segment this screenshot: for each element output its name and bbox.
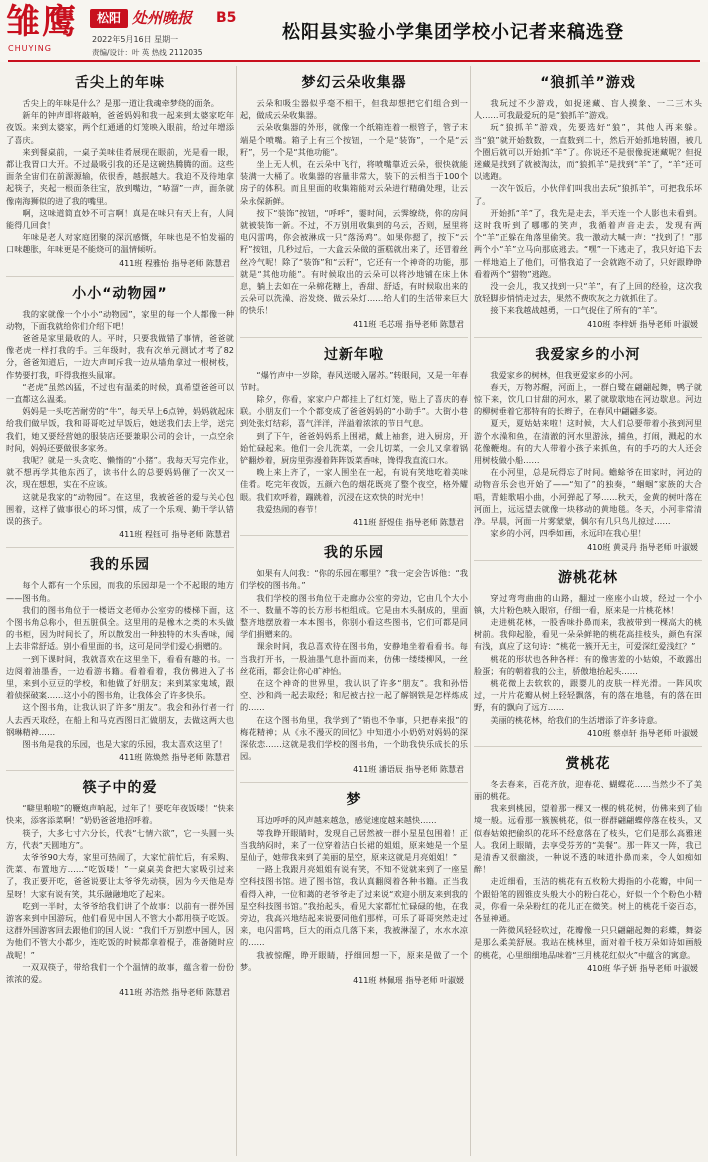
article-paragraph: 一路上我跟月亮姐姐有说有笑，不知不觉就来到了一座星空科技图书馆。进了图书馆，我认真翻阅着各种书籍。正当我看得入神，一位和蔼的老爷爷走了过来说“欢迎小朋友来到我的星空科技图书馆。”我抬起头，看见大家都忙忙碌碌的他，在我旁边，我高兴地结起来说要同他们那样，可乐了哥哥突然走过来，电闪雷鸣，巨大的雨点几落下来，我被淋湿了，水水水凉的…… [240,864,468,948]
header-divider [8,60,700,62]
article-paragraph: 走近细看，玉洁的桃花有五枚粉大拇指的小花瓣，中间一个跟铅笔的圆锥皮头般大小的粉白花心，好似一个个粉色小精灵，你看一朵朵粉红的花儿正在微笑。树上的桃花千姿百态，各显神通。 [474,876,702,923]
article-body [240,814,468,973]
article-paragraph: 这个图书角，让我认识了许多“朋友”。我会和孙行者一行人去西天取经，在船上和马克西图日汇做朋友，去做这两大也钢琳精神…… [6,702,234,737]
article-title: 我的乐园 [90,557,150,574]
page-number: B5 [216,10,237,26]
article-paragraph: “爆竹声中一岁除，春风送暖入屠苏。”转眼间，又是一年春节时。 [240,369,468,392]
article-byline: 411班 林佩瑶 指导老师 叶淑媛 [353,975,464,985]
article-paragraph: 我爱热闹的春节！ [256,503,322,514]
article-paragraph: 晚上来上齐了，一家人围坐在一起，有说有笑地吃着美味佳肴。吃完年夜饭，五颜六色的烟花既亮了整个夜空，格外耀眼。我们欢呼着，蹦跳着，沉浸在这欢快的时光中！ [240,467,468,502]
article-paragraph: 来到餐桌前，一桌子美味佳肴展现在眼前，光是看一眼，都让我胃口大开。不过最吸引我的还是这碗热腾腾的面。这些面条全宙们在前源源输，依很香，越抿越大。我迫不及待地拿起筷子，夹起一根面条往宝，放到嘴边，“哧溜”一声，面条就像南海狮似的进了我的嘴里。 [6,146,234,206]
article-paragraph: 筷子，大多七寸六分长，代表“七情六欲”，它一头圆一头方，代表“天圆地方”。 [6,827,234,850]
article-paragraph: 坐上无人机，在云朵中飞行，将喷嘴靠近云朵，很快就能装满一大桶了。收集器的容量非常大，装下的云相当于100个房子的体积。而且里面的收集箱能对云朵进行精确处理，让云朵永保新鲜。 [240,159,468,206]
article-paragraph: 在这个神奇的世界里，我认识了许多“朋友”。我和孙悟空、沙和尚一起去取经；和尼被古拉一起了解钢铁是怎样炼成的…… [240,677,468,713]
article-paragraph: 除夕，你看，家家户户都挂上了红灯笼，贴上了喜庆的春联。小朋友们一个个都变成了爸爸妈妈的“小助手”。大街小巷到处张灯结彩，喜气洋洋，洋溢着浓浓的节日气息。 [240,394,468,429]
article-title: 我爱家乡的小河 [535,346,641,363]
article [6,72,234,277]
article-body [240,97,468,317]
article [474,72,702,338]
article [6,554,234,771]
article-paragraph: “噼里啪啦”的鞭炮声响起，过年了！要吃年夜饭喽！“快来快来，添客添菜啊！”奶奶爸爸地招呼着。 [6,803,234,826]
article [240,344,468,536]
article-paragraph: 每个人都有一个乐园，而我的乐园却是一个不起眼的地方——图书角。 [6,580,234,603]
article-paragraph: 我来到桃园，望着那一棵又一棵的桃花树，仿佛来到了仙境一般。远看那一簇簇桃花，似一群群翩翩蝶停落在枝头，又似春姑娘把偷织的花环不经意落在了枝头，它们是那么高雅迷人。我闭上眼睛，去享受芬芳的“美餐”。那一阵又一阵，我已是清香又很幽淡，一种说不透的味道扑鼻而来，令人如痴如醉！ [474,803,702,875]
article-paragraph: 桃花微上去软软的，跟婴儿的皮肤一样光滑。一阵风吹过，一片片花瓣从树上轻轻飘落，有的落在地毯，有的落在田野，有的飘向了远方…… [474,677,702,713]
article-paragraph: 一次午饭后，小伙伴们叫我出去玩“狼抓羊”，可把我乐坏了。 [474,183,702,206]
article-paragraph: 啊，这味道简直妙不可言啊！真是在味只有天上有，人间能得几回食！ [6,207,234,231]
article-paragraph: 在这个图书角里，我学到了“销也不争事，只把春来报”的梅花精神；从《永不漫灭的回忆》中知道小小奶奶对妈妈的深深依恋……这就是我们学校的图书角，一个助我快乐成长的乐园。 [240,714,468,762]
article-byline: 410班 蔡卓轩 指导老师 叶淑媛 [587,728,698,738]
article-paragraph: 接下来我越战越勇，一口气捉住了所有的“羊”。 [490,305,663,316]
article-title: 赏桃花 [565,755,611,772]
article-title: 过新年啦 [324,346,384,363]
article-body [240,567,468,762]
article-byline: 411班 潘语辰 指导老师 陈慧君 [353,765,464,775]
newspaper-name: 处州晚报 [132,9,193,27]
article-byline: 411班 陈焕然 指导老师 陈慧君 [119,753,230,763]
article-divider [240,535,468,536]
article-divider [474,746,702,747]
masthead-logo: 雏鹰 [6,2,78,42]
article-paragraph: 新年的钟声即将敲响，爸爸妈妈和我一起来到太婆家吃年夜饭。来到太婆家，两个红通通的灯笼映入眼前，给过年增添了喜庆。 [6,110,234,145]
article-body [6,308,234,528]
article-paragraph: 我的家就像一个小小“动物园”，家里的每一个人都像一种动物，下面我就给你们介绍下吧！ [6,308,234,331]
article-paragraph: 春天，万物苏醒，河面上，一群白鹭在翩翩起舞，鸭子就惊下来，饮几口甘甜的河水，累了就歇歇地在河边歇息。河边的柳树垂着它那特有的长辫子，在春风中翩翩多姿。 [474,381,702,417]
article-paragraph: 家乡的小河，四季如画，永远印在我心里！ [490,528,646,539]
article-paragraph: 我们学校的图书角位于走廊办公室的旁边，它由几个大小不一、数量不等的长方形书柜组成。它是由木头制成的，里面整齐地摆放着一本本图书，你别小看这些图书，它们可都是同学们捐赠来的。 [240,592,468,640]
article-paragraph: 年味是老人对家庭团聚的深沉感慨，年味也是不怕发福的口味趣胀，年味更是不能烧可的温情倾听。 [6,232,234,255]
page-header [0,0,708,62]
article [6,777,234,999]
article-body [6,802,234,985]
article-paragraph: 我爱家乡的树林，但我更爱家乡的小河。 [490,369,638,380]
article-paragraph: 云朵和吸尘器似乎毫不相干，但我却想把它们组合到一起，做成云朵收集器。 [240,98,468,121]
article-paragraph: 爸爸是家里最收的人。平时，只要我做错了事情，爸爸就像老虎一样打我的手。三年级时，我有次单元测试才考了82分，爸爸知道后，一边大声呵斥我一边从墙角拿过一根树枝，作势要打我，吓得我抱头鼠窜。 [6,333,234,380]
article-paragraph: 课余时间，我总喜欢待在图书角，安静地坐着看看书。每当我打开书，一股油墨气息扑面而来，仿佛一缕缕柳风，一丝丝花雨，都会让你心旷神怡。 [240,641,468,676]
article-byline: 411班 舒煜佳 指导老师 陈慧君 [353,518,464,528]
article-paragraph: 这就是我家的“动物园”。在这里，我被爸爸的爱与关心包围着，这样了做事很心的坏习惯，成了一个乐观、勤干学认错误的孩子。 [6,491,234,527]
article-paragraph: 美丽的桃花林，给我们的生活增添了许多诗意。 [490,714,663,725]
article-paragraph: 等我睁开眼睛时，发现自己居然被一群小星星包围着！正当我纳闷时，来了一位穿着洁白长裙的姐姐，原来她是一个星星仙子，她带我来到了美丽的星空，原来这就是月亮姐姐！” [240,827,468,862]
article [474,753,702,975]
article-byline: 410班 李梓妍 指导老师 叶淑媛 [587,319,698,329]
article-paragraph: 我被惊醒，睁开眼睛，抒细回想一下，原来是做了一个梦。 [240,949,468,972]
article-body [474,369,702,540]
article-byline: 411班 程雅怡 指导老师 陈慧君 [119,258,230,268]
article [474,567,702,747]
article-title: 梦 [346,792,362,809]
article-paragraph: 我玩过不少游戏，如捉迷藏、盲人摸象、一二三木头人……可我最爱玩的是“狼抓羊”游戏。 [474,98,702,121]
article-title: 筷子中的爱 [82,780,158,797]
article [474,344,702,561]
article-paragraph: 到了下午，爸爸妈妈系上围裙，戴上袖套，进入厨房，开始忙碌起来。他们一会儿洗菜，一会儿切菜，一会儿又拿着锅铲翻炒着，厨房里弥漫着阵阵饭菜香味，馋得我直流口水。 [240,430,468,466]
article-paragraph: 我们的图书角位于一楼语文老师办公室旁的楼梯下面，这个图书角总称小，但五脏俱全。这里用的是橡木之类的木头做的书柜，因为时间长了，所以散发出一种独特的木头香味，闻上去非常舒适。别小看里面的书，这可是同学们爱心捐赠的。 [6,604,234,652]
article-paragraph: 夏天，夏姑姑来啦！这时候，大人们总要带着小孩到河里游个水澡和鱼，在清澈的河水里游泳，捕鱼，打闹，溅起的水花像鞭炮。有的大人带着小孩子来抓鱼，有的手巧的大人还会用树枝做小船…… [474,418,702,466]
article-paragraph: 我呢？就是一头贪吃、懒惰的“小猪”。我每天写完作业，就不想再学其他东西了，读书什么的总要妈妈催了一次又一次，现在想想，实在不应该。 [6,455,234,490]
article [240,542,468,783]
editor-hotline: 责编/设计：叶 英 热线 2112035 [92,48,203,57]
article-body [6,97,234,256]
article-paragraph: 妈妈是一头吃苦耐劳的“牛”，每天早上6点钟，妈妈就起床给我们做早饭，我和哥哥吃过早饭后，她送我们去上学，送完我们，她又要经营她的服装店还要兼职公司的会计，一点空余时间，妈妈还要做很多家务。 [6,406,234,453]
article-title: 舌尖上的年味 [75,75,165,91]
article-divider [6,276,234,277]
article-paragraph: “老虎”虽然凶猛，不过也有温柔的时候，真希望爸爸可以一直都这么温柔。 [6,381,234,405]
issue-date: 2022年5月16日 星期一 [92,35,179,44]
article-body [6,579,234,750]
article-paragraph: 按下“装饰”按钮，“呼呼”，霎时间，云霁缭绕，你的房间就被装饰一新。不过，不万别用收集到的乌云，否则，屋里将电闪雷鸣，你会被淋成一只“落汤鸡”。如果你摁了，按下“云籽”按钮，几秒过后，一大盒云朵做的蛋糕就出来了，还冒着丝丝冷气呢！除了“装饰”和“云籽”，它还有一个神奇的功能，那就是“其他功能”。有时候取出的云朵可以将沙地铺在床上休息，躺上去如在一朵棉花糖上，香甜、舒适，有时候取出来的云朵可以洗澡、浴发烧、做云朵灯……给人们的生活带来巨大的快乐！ [240,207,468,316]
article-title: 梦幻云朵收集器 [301,75,407,91]
article-divider [240,782,468,783]
article-paragraph: 如果有人问我：“你的乐园在哪里？”我一定会告诉他：“我们学校的图书角。” [240,568,468,591]
article-paragraph: 太爷爷90大寿，家里可热闹了，大家忙前忙后，有采购、洗菜、布置地方……“吃饭喽！”一桌桌美食把大家吸引过来了，我正要开吃，爸爸说要让太爷爷先动筷，因为今天他是寿星呀！大家有说有笑，其乐融融地吃了起来。 [6,851,234,899]
article-divider [240,337,468,338]
article-paragraph: 一到下课时间，我就喜欢在这里坐下，看看有趣的书。一边阅着油墨香，一边看游书籍。看着看着，我仿佛进入了书里，来到小豆豆的学校，和他做了好朋友；来到某家鬼域，跟着侦探破案……这小小的图书角，让我体会了许多快乐。 [6,653,234,701]
article-paragraph: 走进桃花林，一股香味扑鼻而来，我被带到一棵高大的桃树前。我仰起脸，看见一朵朵鲜艳的桃花高挂枝头，颜色有深有浅，真应了这句诗：“桃花一簇开无主，可爱深红爱浅红？” [474,616,702,652]
article-paragraph: 云朵收集器的外形，就像一个纸箱连着一根管子，管子末端是个喷嘴。箱子上有三个按钮，一个是“装饰”，一个是“云籽”，另一个是“其他功能”。 [240,122,468,157]
page-title: 松阳县实验小学集团学校小记者来稿选登 [282,22,624,43]
article-divider [474,560,702,561]
article-byline: 410班 黄灵丹 指导老师 叶淑媛 [587,542,698,552]
article-title: 我的乐园 [324,545,384,562]
article-divider [6,547,234,548]
column-divider [236,66,237,1156]
article-paragraph: 一阵微风轻轻吹过，花瓣像一只只翩翩起舞的彩蝶，舞姿是那么柔美舒展。我站在桃林里，面对着千枝万朵如诗如画般的桃花，心里细细地品味着“三月桃花红似火”中蕴含的寓意。 [474,925,702,960]
article-body [240,369,468,515]
article [240,789,468,987]
article-byline: 411班 程钰可 指导老师 陈慧君 [119,530,230,540]
article-body [474,592,702,726]
article-byline: 411班 毛芯瑶 指导老师 陈慧君 [353,319,464,329]
article-paragraph: 玩“狼抓羊”游戏，先要选好“狼”，其他人再来躲。当“狼”就开始数数，一直数到二十，然后开始抓地转圈，被几个圈后就可以开始抓“羊”了。你说还不是很像捉迷藏呢？但捉迷藏是找到了就被淘汰，而“狼抓羊”是找到“羊”了，“羊”还可以逃跑。 [474,122,702,182]
article-paragraph: 开始抓“羊”了，我先是走去，半天连一个人影也未看到。这时我听到了哪哪的笑声，我循着声音走去，发现有两个“羊”正躲在角落里偷笑。我一激动大喊一声：“找到了！”那两个小“羊”立马向那底逃去。“嘿”一下逃走了，我只好追下去一样地追上了他们，可惜我追了一会就跑不动了，只好跟睁睁看着两个“猎物”逃跑。 [474,207,702,279]
article-byline: 411班 苏浩然 指导老师 陈慧君 [119,988,230,998]
region-badge: 松阳 [90,9,128,28]
column-right [474,66,702,1162]
column-middle [240,66,468,1162]
article-body [474,97,702,317]
article-paragraph: 在小河里，总是玩得忘了时间。蟾蜍爷在田家时，河边的动物音乐会也开始了——“知了”的独奏，“蝈蝈”家族的大合唱，青蛙歌唱小曲，小河弹起了琴……秋天，金黄的树叶落在河面上，远远望去就像一块移动的黄地毯。冬天，小河非常清净。早晨，河面一片雾蒙蒙，偶尔有几只鸟儿掠过…… [474,467,702,527]
article-title: 小小“动物园” [72,285,168,302]
article-paragraph: 舌尖上的年味是什么？是那一道让我魂牵梦绕的面条。 [22,98,219,108]
column-divider [470,66,471,1156]
article [240,72,468,338]
article-paragraph: 冬去春来，百花齐放，迎春花、蝴蝶花……当然少不了美丽的桃花。 [474,778,702,801]
article-title: 游桃花林 [558,569,618,586]
article-paragraph: 吃到一半时，太爷爷给我们讲了个故事：以前有一群外国游客来到中国游玩，他们看见中国人不管大小都用筷子吃饭。这群外国游客回去跟他们的国人说：“我们千万别惹中国人，因为他们不管大小都少，连吃饭的时候都拿着棍子，准备随时应战呢！” [6,900,234,960]
article-title: “狼抓羊”游戏 [540,75,636,91]
article-byline: 410班 华子妍 指导老师 叶淑媛 [587,963,698,973]
article [6,283,234,549]
article-paragraph: 一双双筷子，带给我们一个个温情的故事，蕴含着一份份浓浓的爱。 [6,961,234,984]
article-body [474,778,702,961]
article-paragraph: 没一会儿，我又找到一只“羊”，有了上回的经验，这次我放轻脚步悄悄走过去，果然不费吹灰之力就抓住了。 [474,281,702,304]
article-paragraph: 桃花的形状也各种各样：有的像害羞的小姑娘，不敢露出脸蛋；有的朝着我的公主，骄傲地抬起头…… [474,653,702,676]
article-paragraph: 耳边呼呼的风声越来越急，感觉速度越来越快…… [256,815,437,826]
masthead-logo-en: CHUYING [8,44,52,53]
article-paragraph: 图书角是我的乐园，也是大家的乐园，我太喜欢这里了！ [22,738,228,749]
column-left [6,66,234,1162]
article-paragraph: 穿过弯弯曲曲的山路，翻过一座座小山坡，经过一个小镇，大片粉色映入眼帘，仔细一看，原来是一片桃花林！ [474,592,702,615]
article-divider [474,337,702,338]
article-divider [6,770,234,771]
